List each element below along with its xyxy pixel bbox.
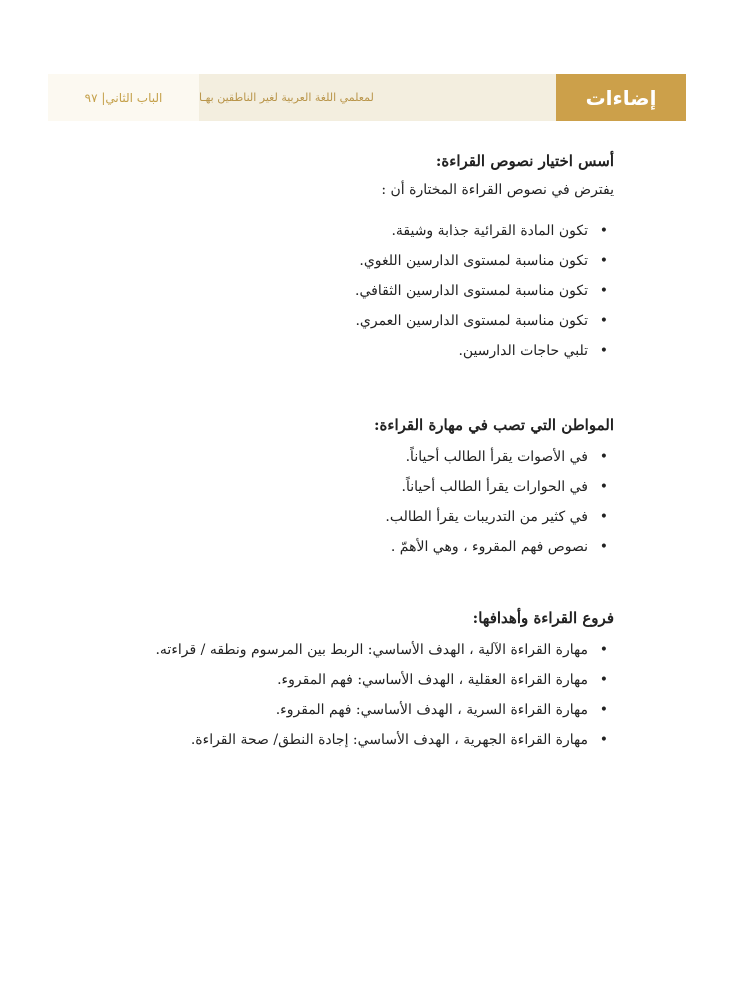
bullet-list <box>374 442 614 562</box>
section-heading: أسس اختيار نصوص القراءة: <box>435 152 614 170</box>
list-item: • تكون المادة القرائية جذابة وشيقة. <box>355 216 588 246</box>
bullet-list <box>155 635 614 755</box>
list-item: • في الحوارات يقرأ الطالب أحياناً. <box>374 472 588 502</box>
section-intro: يفترض في نصوص القراءة المختارة أن : <box>381 182 614 198</box>
list-item: • تلبي حاجات الدارسين. <box>355 336 588 366</box>
section-heading: المواطن التي تصب في مهارة القراءة: <box>374 416 614 434</box>
list-item: • مهارة القراءة العقلية ، الهدف الأساسي: فهم المقروء. <box>155 665 588 695</box>
list-item: • مهارة القراءة الآلية ، الهدف الأساسي: الربط بين المرسوم ونطقه / قراءته. <box>155 635 588 665</box>
list-item: • نصوص فهم المقروء ، وهي الأهمّ . <box>374 532 588 562</box>
list-item: • في الأصوات يقرأ الطالب أحياناً. <box>374 442 588 472</box>
bullet-list <box>355 216 614 366</box>
section-reading-branches <box>155 605 614 755</box>
list-item: • مهارة القراءة الجهرية ، الهدف الأساسي: إجادة النطق/ صحة القراءة. <box>155 725 588 755</box>
book-title: إضاءات <box>556 74 686 121</box>
list-item: • مهارة القراءة السرية ، الهدف الأساسي: فهم المقروء. <box>155 695 588 725</box>
list-item: • تكون مناسبة لمستوى الدارسين الثقافي. <box>355 276 588 306</box>
list-item: • تكون مناسبة لمستوى الدارسين اللغوي. <box>355 246 588 276</box>
chapter-page-label: الباب الثاني| ٩٧ <box>48 74 199 121</box>
section-heading: فروع القراءة وأهدافها: <box>472 609 614 627</box>
book-subtitle: لمعلمي اللغة العربية لغير الناطقين بهـا <box>199 74 556 121</box>
section-reading-places <box>374 412 614 562</box>
list-item: • تكون مناسبة لمستوى الدارسين العمري. <box>355 306 588 336</box>
page-header <box>48 74 686 121</box>
section-text-selection <box>355 148 614 366</box>
list-item: • في كثير من التدريبات يقرأ الطالب. <box>374 502 588 532</box>
